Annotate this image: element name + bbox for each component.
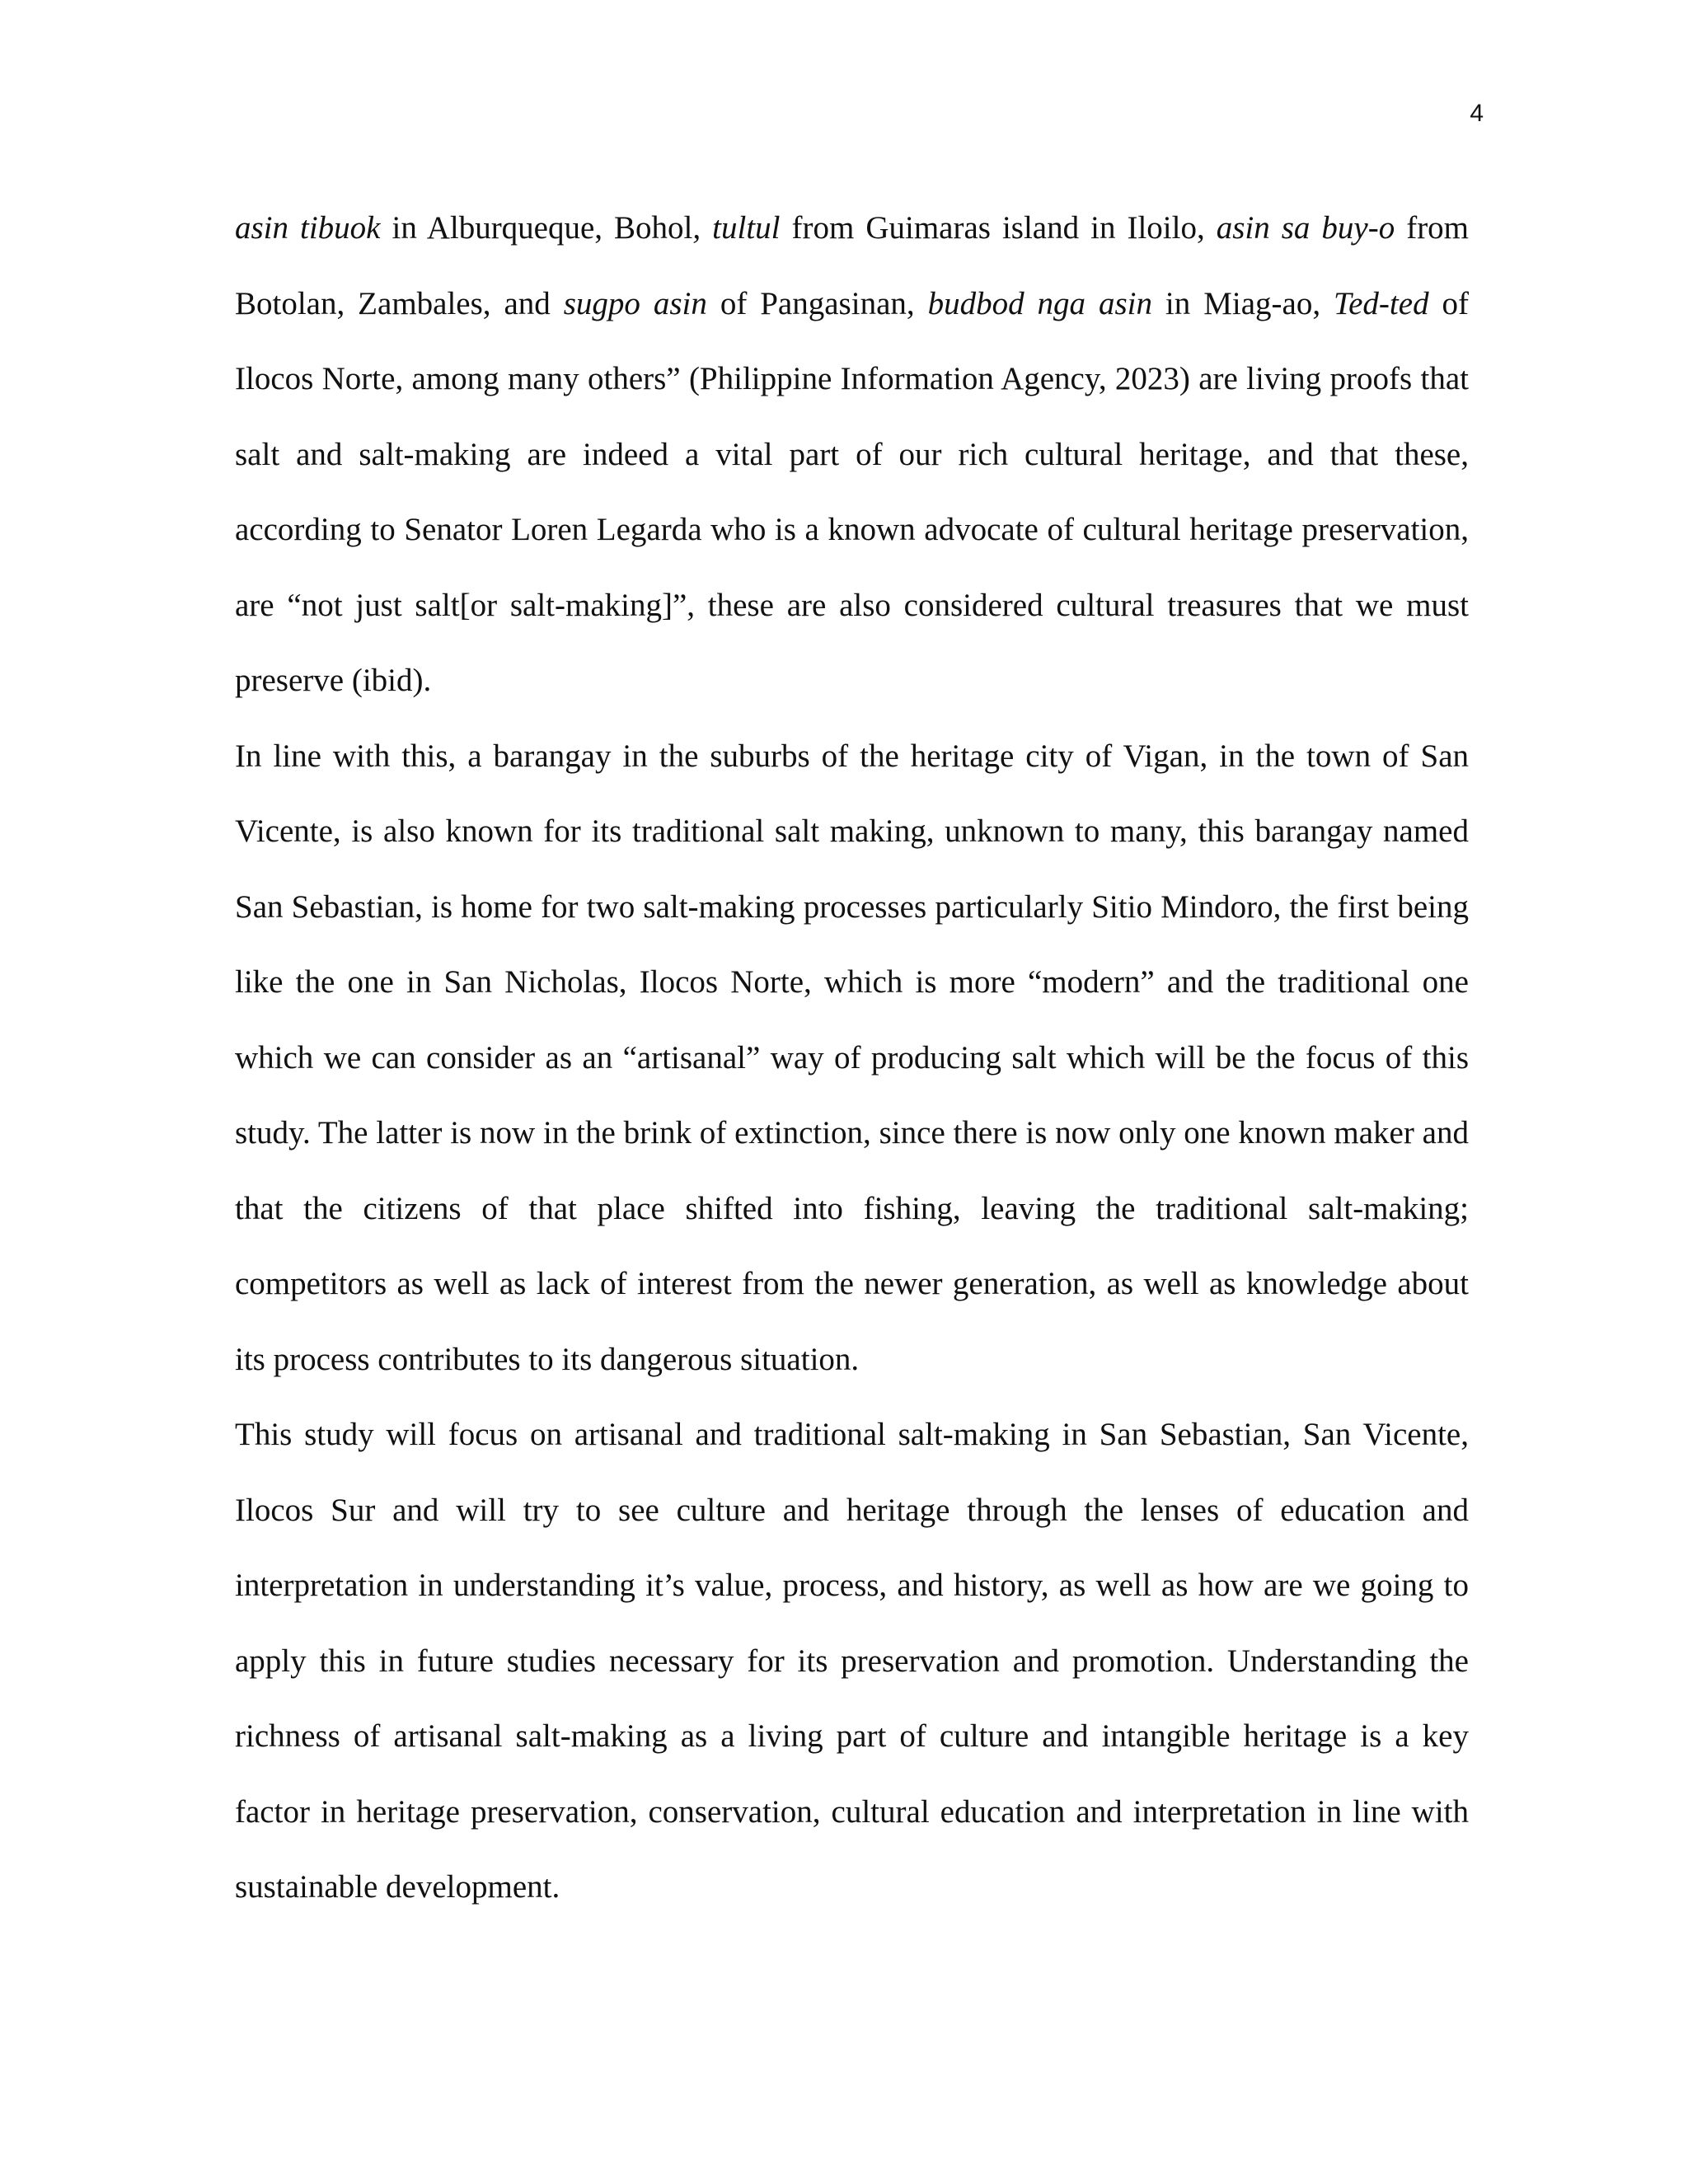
text-segment: in Alburqueque, Bohol bbox=[380, 210, 693, 246]
text-segment: This study will focus on artisanal and traditional salt-making in San Sebastian, San Vicente, Ilocos Sur and will try to see culture and heritage through the lenses of education and interpretation in understanding it’s value, process, and history, as well as how are we going to apply this in future studies necessary for its preservation and promotion. Understanding the richness of artisanal salt-making as a living part of culture and intangible heritage is a key factor in heritage preservation, conservation, cultural education and interpretation in line with sustainable development. bbox=[235, 1417, 1469, 1905]
italic-term: budbod nga asin bbox=[927, 285, 1152, 321]
italic-term: asin sa buy-o bbox=[1216, 210, 1395, 246]
italic-term: asin tibuok bbox=[235, 210, 381, 246]
italic-term: sugpo asin bbox=[563, 285, 707, 321]
paragraph-3 bbox=[235, 1397, 1469, 1925]
page-number: 4 bbox=[1470, 100, 1484, 127]
text-segment: in Miag-ao, bbox=[1151, 285, 1334, 321]
paragraph-2 bbox=[235, 719, 1469, 1398]
text-segment: of Ilocos Norte, among many others” (Philippine Information Agency, 2023) are living proofs that salt and salt-making are indeed a vital part of our rich cultural heritage, and that these, according to Senator Loren Legarda who is a known advocate of cultural heritage preservation, are “not just salt[or salt-making]”, these are also considered cultural treasures that we must preserve (ibid). bbox=[235, 285, 1470, 698]
text-segment: of Pangasinan, bbox=[706, 285, 928, 321]
body-text bbox=[235, 190, 1469, 1925]
paragraph-1 bbox=[235, 190, 1469, 719]
text-segment: In line with this, a barangay in the suburbs of the heritage city of Vigan, in the town of San Vicente, is also known for its traditional salt making, unknown to many, this barangay named San Sebastian, is home for two salt-making processes particularly Sitio Mindoro, the first being like the one in San Nicholas, Ilocos Norte, which is more “modern” and the traditional one which we can consider as an “artisanal” way of producing salt which will be the focus of this study. The latter is now in the brink of extinction, since there is now only one known maker and that the citizens of that place shifted into fishing, leaving the traditional salt-making; competitors as well as lack of interest from the newer generation, as well as knowledge about its process contributes to its dangerous situation. bbox=[235, 738, 1469, 1377]
italic-term: , tultul bbox=[692, 210, 781, 246]
text-segment: from Guimaras island in Iloilo, bbox=[780, 210, 1217, 246]
text-segment: from Botolan, Zambales, and bbox=[235, 210, 1470, 321]
italic-term: Ted-ted bbox=[1334, 285, 1429, 321]
